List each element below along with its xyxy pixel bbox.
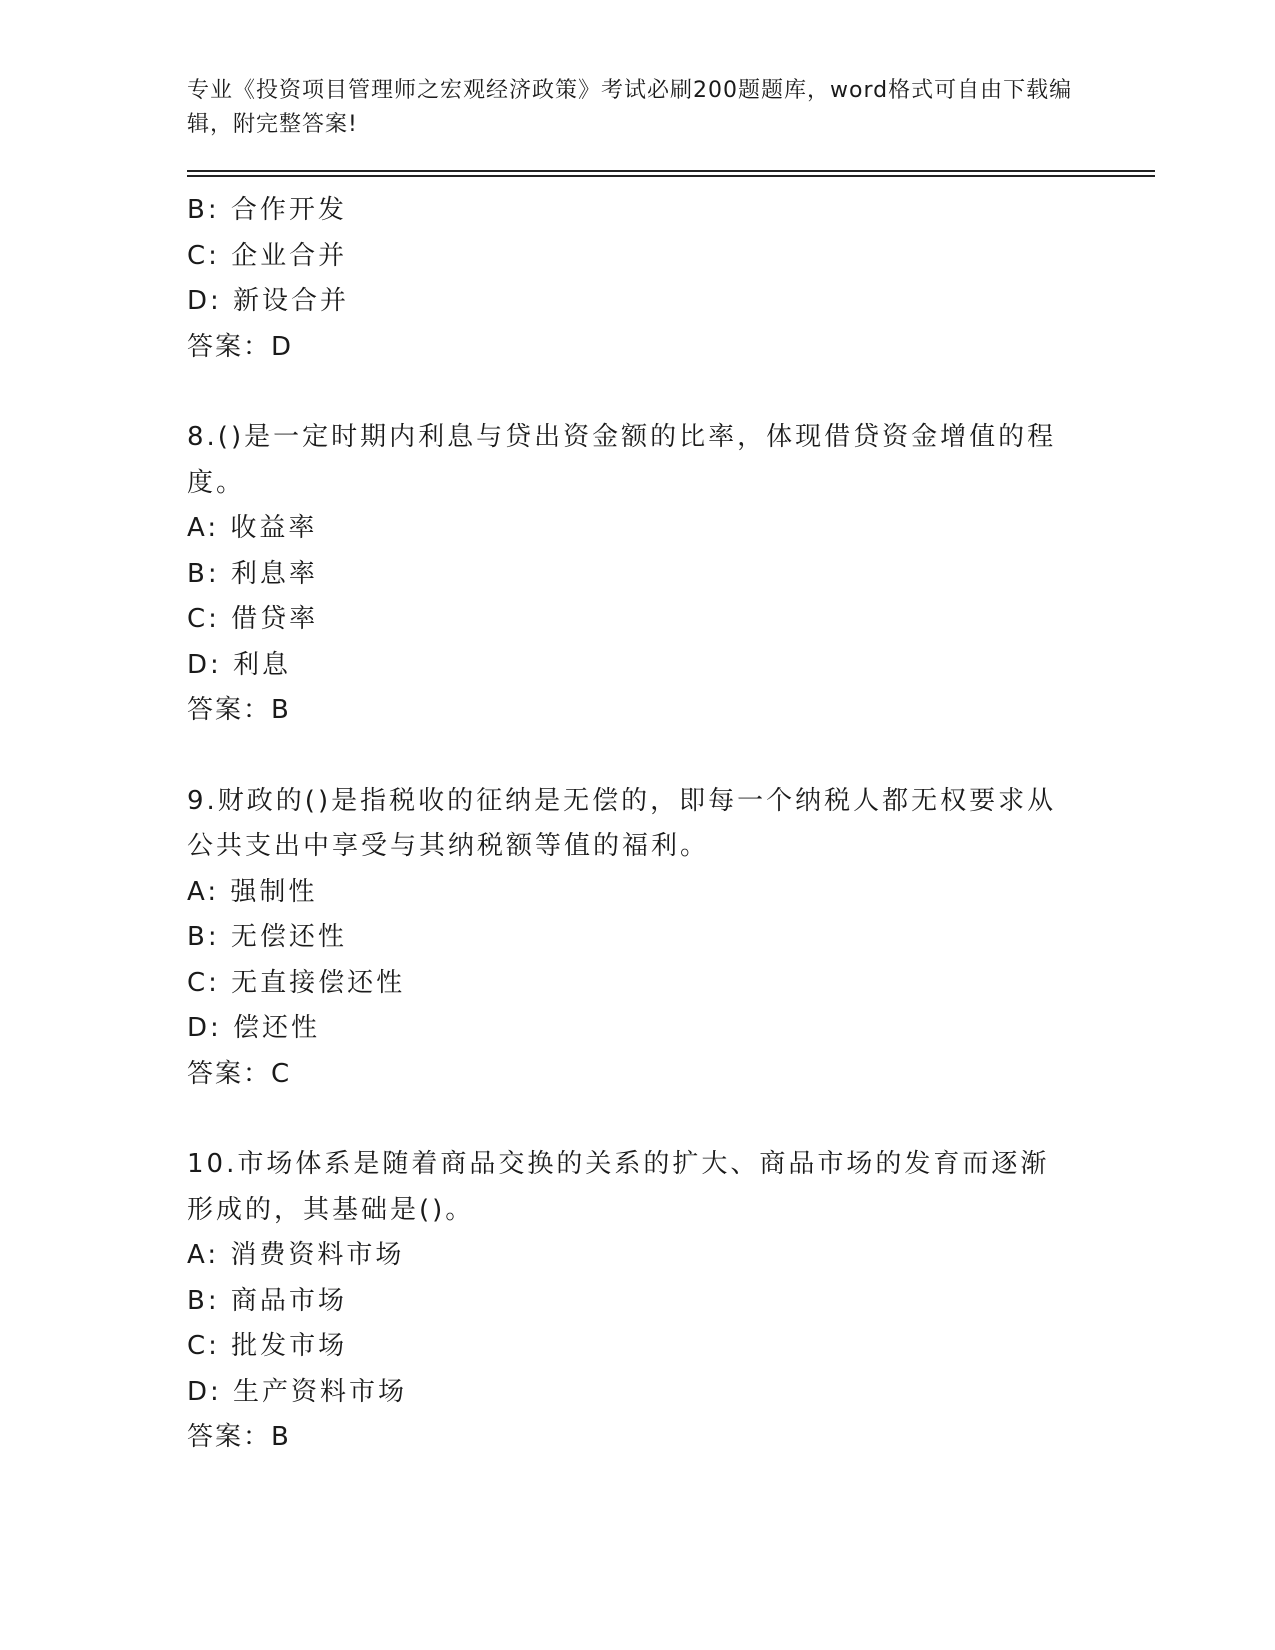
- option-b: B: 无偿还性: [187, 922, 347, 952]
- option-b: B: 合作开发: [187, 195, 347, 225]
- answer-line: 答案：B: [187, 1422, 291, 1452]
- question-9: [187, 779, 1087, 1098]
- answer-line: 答案：B: [187, 695, 291, 725]
- option-b: B: 商品市场: [187, 1285, 347, 1316]
- option-c: C: 批发市场: [187, 1331, 348, 1361]
- option-d: D: 偿还性: [187, 1013, 321, 1043]
- option-a: A: 收益率: [187, 513, 318, 543]
- option-a: A: 强制性: [187, 876, 318, 907]
- question-text: 10.市场体系是随着商品交换的关系的扩大、商品市场的发育而逐渐形成的，其基础是()。: [187, 1149, 1050, 1225]
- question-text: 9.财政的()是指税收的征纳是无偿的，即每一个纳税人都无权要求从公共支出中享受与其纳税额等值的福利。: [187, 785, 1057, 861]
- header-divider-bottom: [187, 175, 1155, 177]
- question-10: [187, 1142, 1087, 1461]
- question-text: 8.()是一定时期内利息与贷出资金额的比率，体现借贷资金增值的程度。: [187, 422, 1057, 498]
- carryover-question: [187, 188, 1087, 370]
- option-b: B: 利息率: [187, 558, 318, 589]
- option-d: D: 生产资料市场: [187, 1376, 408, 1407]
- question-8: [187, 415, 1087, 734]
- option-c: C: 借贷率: [187, 604, 319, 634]
- option-d: D: 利息: [187, 649, 292, 680]
- option-c: C: 无直接偿还性: [187, 967, 406, 998]
- document-header: 专业《投资项目管理师之宏观经济政策》考试必刷200题题库，word格式可自由下载编辑，附完整答案!: [187, 78, 1073, 137]
- question-list: [187, 188, 1087, 1461]
- option-d: D: 新设合并: [187, 286, 350, 316]
- option-c: C: 企业合并: [187, 240, 348, 271]
- answer-line: 答案：C: [187, 1058, 292, 1089]
- answer-line: 答案：D: [187, 331, 294, 362]
- option-a: A: 消费资料市场: [187, 1240, 405, 1270]
- header-divider-top: [187, 170, 1155, 172]
